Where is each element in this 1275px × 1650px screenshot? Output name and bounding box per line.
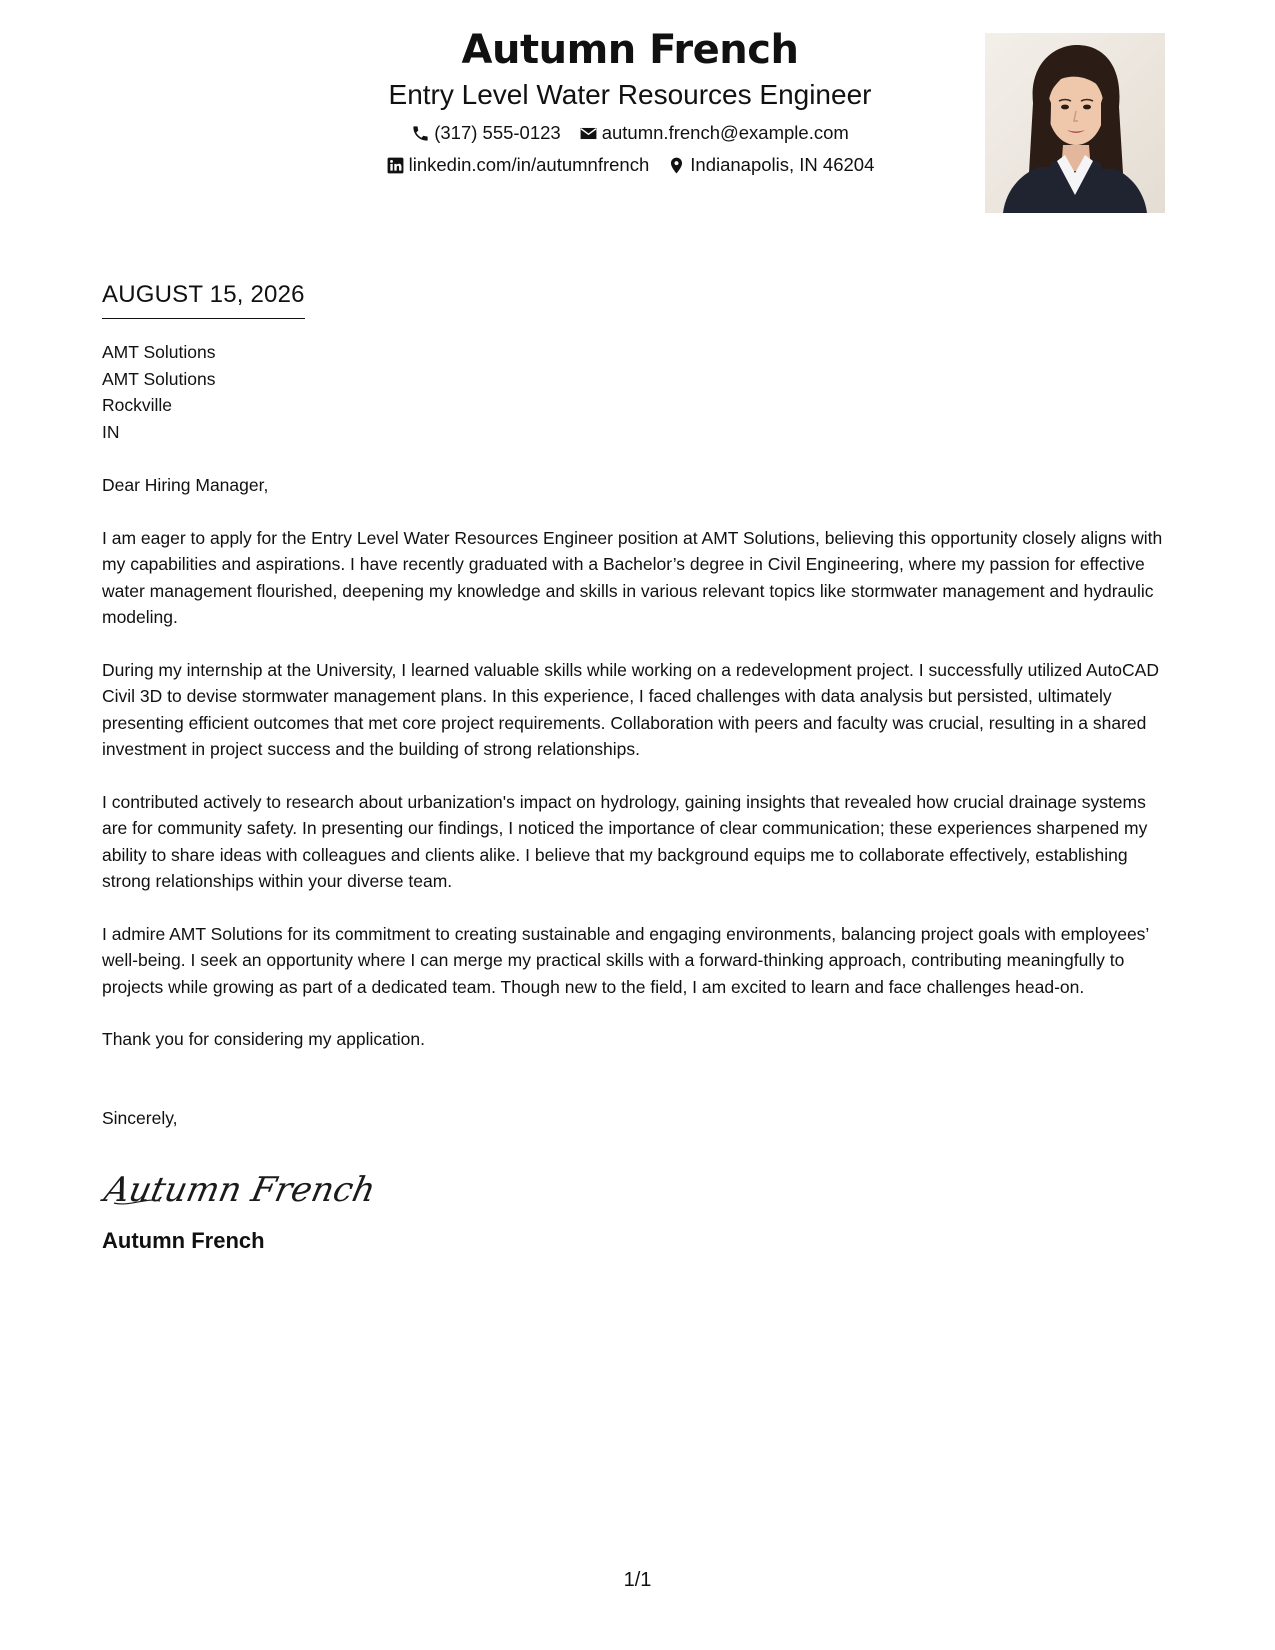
recipient-address <box>102 339 1172 445</box>
recipient-line: Rockville <box>102 395 173 415</box>
applicant-name: Autumn French <box>461 27 799 73</box>
page-number: 1/1 <box>623 1569 652 1591</box>
body-paragraph: I contributed actively to research about urbanization's impact on hydrology, gaining insights that revealed how crucial drainage systems are for community safety. In presenting our findings, I noticed the importance of clear communication; these experiences sharpened my ability to share ideas with colleagues and clients alike. I believe that my background equips me to collaborate effectively, establishing strong relationships within your diverse team. <box>102 791 1148 891</box>
linkedin-url: linkedin.com/in/autumnfrench <box>408 154 650 175</box>
header-info <box>290 22 970 176</box>
map-pin-icon <box>667 156 686 175</box>
portrait-illustration <box>985 33 1165 213</box>
envelope-icon <box>579 124 598 143</box>
recipient-line: AMT Solutions <box>102 342 216 362</box>
thanks-line: Thank you for considering my application. <box>102 1029 425 1049</box>
email-address: autumn.french@example.com <box>601 122 849 143</box>
handwritten-signature <box>100 1157 379 1217</box>
salutation: Dear Hiring Manager, <box>102 475 269 495</box>
body-paragraph: I am eager to apply for the Entry Level Water Resources Engineer position at AMT Solutions, believing this opportunity closely aligns with my capabilities and aspirations. I have recently graduated with a Bachelor’s degree in Civil Engineering, where my passion for effective water management flourished, deepening my knowledge and skills in various relevant topics like stormwater management and hydraulic modeling. <box>102 527 1163 627</box>
body-paragraph: During my internship at the University, I learned valuable skills while working on a redevelopment project. I successfully utilized AutoCAD Civil 3D to devise stormwater management plans. In this experience, I faced challenges with data analysis but persisted, ultimately presenting efficient outcomes that met core project requirements. Collaboration with peers and faculty was crucial, resulting in a shared investment in project success and the building of strong relationships. <box>102 659 1159 759</box>
profile-photo <box>985 33 1165 213</box>
body-paragraph: I admire AMT Solutions for its commitment to creating sustainable and engaging environments, balancing project goals with employees’ well-being. I seek an opportunity where I can merge my practical skills with a forward-thinking approach, contributing meaningfully to projects while growing as part of a dedicated team. Though new to the field, I am excited to learn and face challenges head-on. <box>102 923 1149 997</box>
signer-name: Autumn French <box>102 1228 265 1253</box>
contact-row-1 <box>290 122 970 144</box>
phone-number: (317) 555-0123 <box>434 122 561 143</box>
phone-icon <box>411 124 430 143</box>
contact-location <box>667 154 874 176</box>
closing-line: Sincerely, <box>102 1107 178 1128</box>
letter-body <box>102 339 1172 1255</box>
applicant-title: Entry Level Water Resources Engineer <box>388 79 872 110</box>
contact-phone[interactable] <box>411 122 561 144</box>
location-text: Indianapolis, IN 46204 <box>690 154 875 175</box>
recipient-line: IN <box>102 421 120 442</box>
contact-email[interactable] <box>579 122 849 144</box>
signature-text: Autumn French <box>100 1170 379 1210</box>
contact-row-2 <box>290 154 970 176</box>
signature-image <box>100 1157 379 1217</box>
letter-date: AUGUST 15, 2026 <box>102 280 305 319</box>
linkedin-icon <box>386 156 405 175</box>
recipient-line: AMT Solutions <box>102 368 216 389</box>
contact-linkedin[interactable] <box>386 154 650 176</box>
